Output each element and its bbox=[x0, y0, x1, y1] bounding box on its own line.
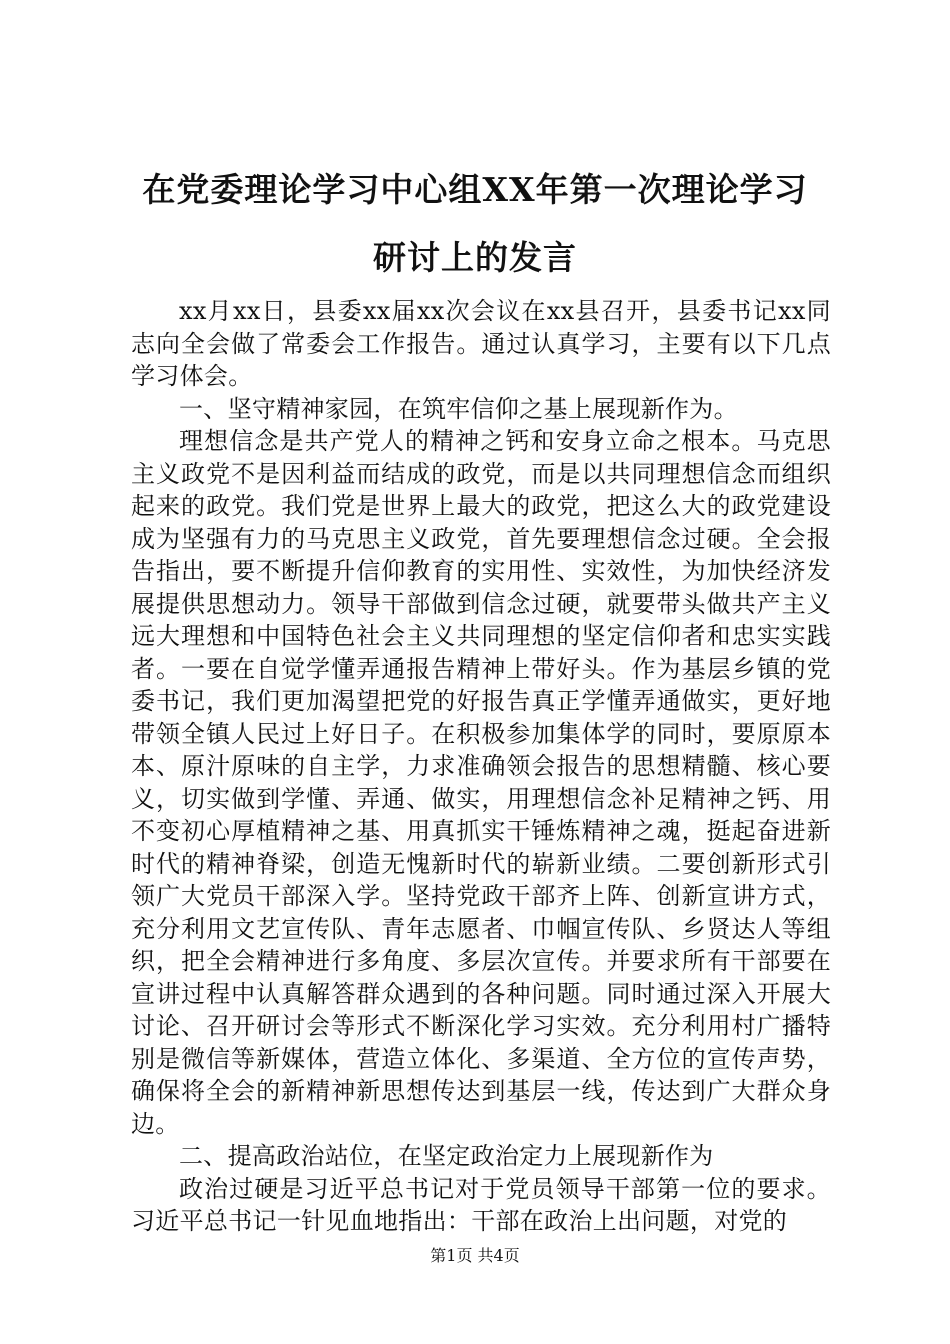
document-title-line-2: 研讨上的发言 bbox=[373, 238, 577, 277]
page-footer: 第1页 共4页 bbox=[430, 1246, 520, 1265]
paragraph-intro: xx月xx日，县委xx届xx次会议在xx县召开，县委书记xx同志向全会做了常委会工作报告。通过认真学习，主要有以下几点学习体会。 bbox=[131, 297, 831, 390]
section-heading-1: 一、坚守精神家园，在筑牢信仰之基上展现新作为。 bbox=[179, 394, 738, 423]
document-body bbox=[131, 295, 831, 1238]
section-heading-2: 二、提高政治站位，在坚定政治定力上展现新作为 bbox=[179, 1142, 714, 1170]
paragraph-section-1: 理想信念是共产党人的精神之钙和安身立命之根本。马克思主义政党不是因利益而结成的政党，而是以共同理想信念而组织起来的政党。我们党是世界上最大的政党，把这么大的政党建设成为坚强有力的马克思主义政党，首先要理想信念过硬。全会报告指出，要不断提升信仰教育的实用性、实效性，为加快经济发展提供思想动力。领导干部做到信念过硬，就要带头做共产主义远大理想和中国特色社会主义共同理想的坚定信仰者和忠实实践者。一要在自觉学懂弄通报告精神上带好头。作为基层乡镇的党委书记，我们更加渴望把党的好报告真正学懂弄通做实，更好地带领全镇人民过上好日子。在积极参加集体学的同时，要原原本本、原汁原味的自主学，力求准确领会报告的思想精髓、核心要义，切实做到学懂、弄通、做实，用理想信念补足精神之钙、用不变初心厚植精神之基、用真抓实干锤炼精神之魂，挺起奋进新时代的精神脊梁，创造无愧新时代的崭新业绩。二要创新形式引领广大党员干部深入学。坚持党政干部齐上阵、创新宣讲方式，充分利用文艺宣传队、青年志愿者、巾帼宣传队、乡贤达人等组织，把全会精神进行多角度、多层次宣传。并要求所有干部要在宣讲过程中认真解答群众遇到的各种问题。同时通过深入开展大讨论、召开研讨会等形式不断深化学习实效。充分利用村广播特别是微信等新媒体，营造立体化、多渠道、全方位的宣传声势，确保将全会的新精神新思想传达到基层一线，传达到广大群众身边。 bbox=[131, 427, 831, 1138]
paragraph-section-2: 政治过硬是习近平总书记对于党员领导干部第一位的要求。习近平总书记一针见血地指出：干部在政治上出问题，对党的 bbox=[131, 1174, 831, 1235]
document-title-line-1: 在党委理论学习中心组XX年第一次理论学习 bbox=[142, 170, 808, 209]
